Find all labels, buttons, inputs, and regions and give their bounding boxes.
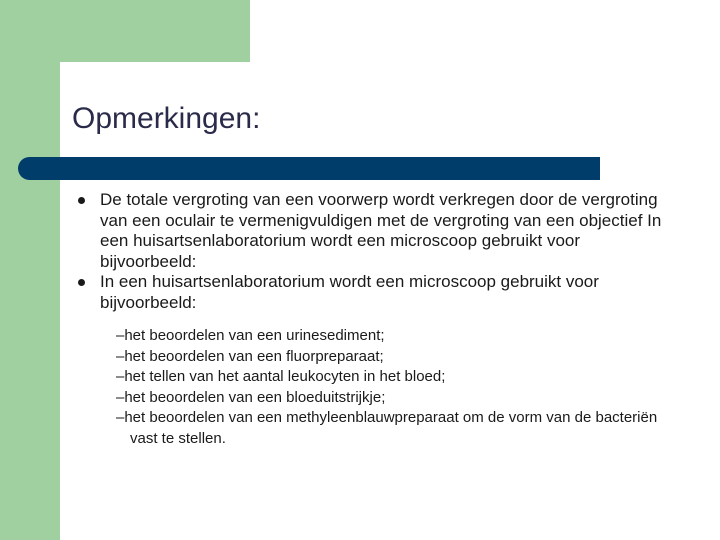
- bullet-item: [78, 190, 678, 272]
- sub-bullet-item: –het beoordelen van een methyleenblauwpreparaat om de vorm van de bacteriën vast te stellen.: [116, 409, 658, 447]
- title-underline-bar: [18, 157, 600, 180]
- decorative-top-block: [0, 0, 250, 62]
- bullet-text: De totale vergroting van een voorwerp wordt verkregen door de vergroting van een oculair te vermenigvuldigen met de vergroting van een objectief In een huisartsenlaboratorium wordt een microscoop gebruikt voor bijvoorbeeld:: [100, 190, 662, 271]
- sub-bullet-list: [116, 326, 676, 449]
- sub-bullet-item: –het tellen van het aantal leukocyten in het bloed;: [116, 368, 446, 385]
- bullet-item: [78, 272, 678, 313]
- sub-bullet-item: –het beoordelen van een fluorpreparaat;: [116, 347, 384, 365]
- bullet-text: In een huisartsenlaboratorium wordt een microscoop gebruikt voor bijvoorbeeld:: [100, 272, 599, 312]
- sub-bullet-item: –het beoordelen van een urinesediment;: [116, 327, 385, 344]
- bullet-list: [78, 190, 678, 313]
- sub-bullet-item: –het beoordelen van een bloeduitstrijkje;: [116, 388, 386, 406]
- bullet-dot-icon: [78, 197, 85, 204]
- decorative-left-band: [0, 0, 60, 540]
- bullet-dot-icon: [78, 279, 85, 286]
- slide-title: Opmerkingen:: [72, 102, 261, 135]
